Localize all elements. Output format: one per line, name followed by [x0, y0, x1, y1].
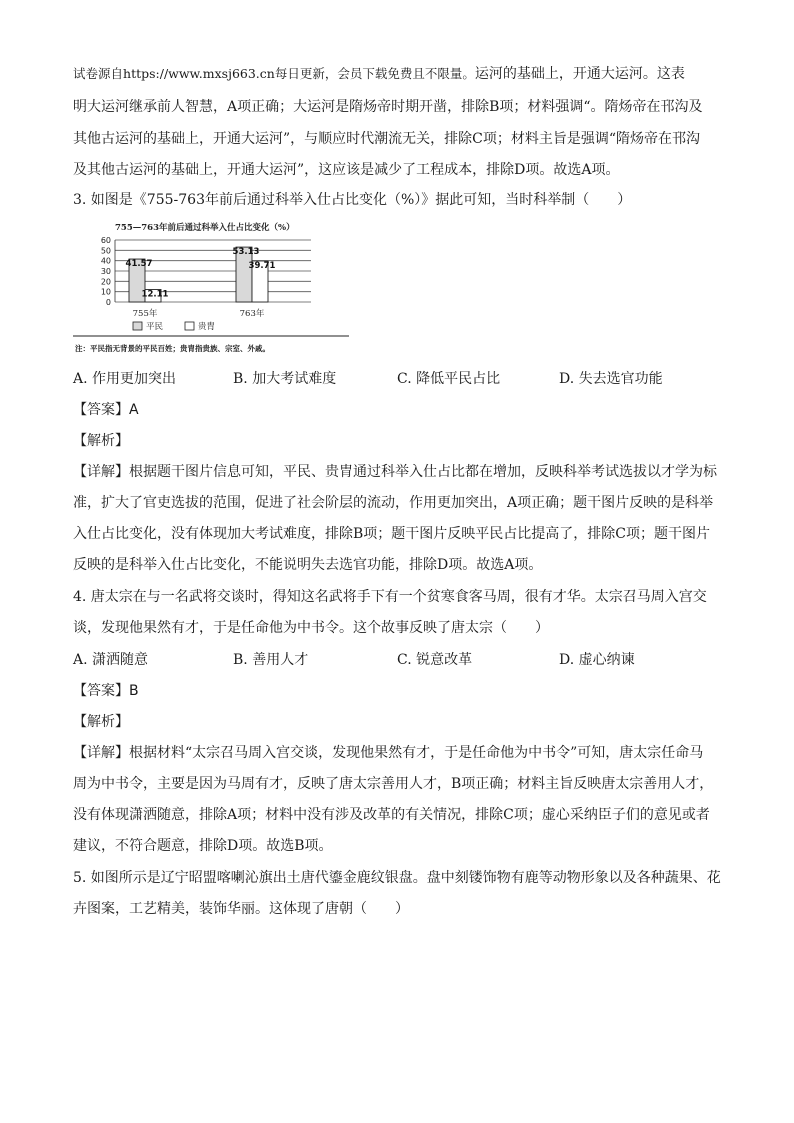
legend-swatch	[133, 322, 142, 330]
y-tick-label: 50	[100, 246, 111, 256]
q3-explanation-line: 入仕占比变化，没有体现加大考试难度，排除B项；题干图片反映平民占比提高了，排除C项；题干图片	[73, 526, 710, 542]
q3-stem: 3. 如图是《755-763年前后通过科举入仕占比变化（%）》据此可知，当时科举制（ ）	[73, 192, 632, 208]
source-url[interactable]: https://www.mxsj663.cn	[123, 66, 275, 81]
q3-option-a[interactable]: A. 作用更加突出	[73, 371, 177, 387]
q4-option-d[interactable]: D. 虚心纳谏	[559, 652, 635, 668]
y-tick-label: 20	[100, 277, 111, 287]
x-category-label: 763年	[239, 309, 265, 319]
bar-value-label: 12.11	[141, 289, 169, 300]
chart-note: 注：平民指无背景的平民百姓；贵胄指贵族、宗室、外戚。	[75, 344, 270, 353]
q4-answer: 【答案】B	[73, 683, 139, 699]
bar-value-label: 41.57	[125, 259, 153, 270]
legend-label: 平民	[146, 322, 164, 332]
q3-explanation-line: 反映的是科举入仕占比变化，不能说明失去选官功能，排除D项。故选A项。	[73, 557, 543, 573]
q4-analysis-label: 【解析】	[73, 714, 129, 730]
bar-value-label: 39.71	[248, 260, 276, 271]
q2-text-start: 运河的基础上，开通大运河。这表	[474, 66, 685, 82]
q3-explanation-line: 准，扩大了官吏选拔的范围，促进了社会阶层的流动，作用更加突出，A项正确；题干图片反映的是科举	[73, 495, 714, 511]
bar-value-label: 53.13	[232, 247, 260, 258]
q4-stem-line: 4. 唐太宗在与一名武将交谈时，得知这名武将手下有一个贫寒食客马周，很有才华。太宗召马周入宫交	[73, 589, 707, 605]
q4-explanation-line: 建议，不符合题意，排除D项。故选B项。	[73, 838, 333, 854]
legend-swatch	[185, 322, 194, 330]
y-tick-label: 30	[100, 267, 111, 276]
q3-options	[73, 369, 733, 389]
x-category-label: 755年	[132, 309, 158, 319]
q4-explanation-line: 周为中书令，主要是因为马周有才，反映了唐太宗善用人才，B项正确；材料主旨反映唐太宗善用人才，	[73, 776, 714, 792]
q4-explanation-line: 【详解】根据材料“太宗召马周入宫交谈，发现他果然有才，于是任命他为中书令”可知，唐太宗任命马	[73, 745, 704, 761]
q3-answer: 【答案】A	[73, 402, 139, 418]
q4-stem-line: 谈，发现他果然有才，于是任命他为中书令。这个故事反映了唐太宗（ ）	[73, 620, 549, 636]
y-tick-label: 40	[100, 256, 111, 266]
q4-options	[73, 650, 733, 670]
source-line	[73, 64, 723, 84]
q4-option-c[interactable]: C. 锐意改革	[397, 652, 473, 668]
y-tick-label: 60	[100, 236, 111, 245]
q3-option-d[interactable]: D. 失去选官功能	[559, 371, 663, 387]
q3-explanation-line: 【详解】根据题干图片信息可知，平民、贵胄通过科举入仕占比都在增加，反映科举考试选拔以才学为标	[73, 464, 717, 480]
q2-line: 其他古运河的基础上，开通大运河”，与顺应时代潮流无关，排除C项；材料主旨是强调“隋炀帝在邗沟	[73, 131, 701, 147]
q3-option-c[interactable]: C. 降低平民占比	[397, 371, 501, 387]
y-tick-label: 0	[105, 298, 111, 307]
q3-analysis-label: 【解析】	[73, 433, 129, 449]
legend-label: 贵胄	[198, 322, 216, 332]
source-note: 每日更新，会员下载免费且不限量。	[274, 66, 475, 81]
q4-option-b[interactable]: B. 善用人才	[233, 652, 309, 668]
source-label: 试卷源自	[73, 66, 124, 81]
q3-option-b[interactable]: B. 加大考试难度	[233, 371, 337, 387]
y-tick-label: 10	[100, 287, 111, 297]
chart-svg	[73, 218, 353, 358]
q5-stem-line: 5. 如图所示是辽宁昭盟喀喇沁旗出土唐代鎏金鹿纹银盘。盘中刻镂饰物有鹿等动物形象以及各种蔬果、花	[73, 870, 721, 886]
q2-line: 明大运河继承前人智慧，A项正确；大运河是隋炀帝时期开凿，排除B项；材料强调“。隋炀帝在邗沟及	[73, 99, 703, 115]
q5-stem-line: 卉图案，工艺精美，装饰华丽。这体现了唐朝（ ）	[73, 901, 409, 917]
q4-explanation-line: 没有体现潇洒随意，排除A项；材料中没有涉及改革的有关情况，排除C项；虚心采纳臣子们的意见或者	[73, 807, 710, 823]
chart-title: 755—763年前后通过科举入仕占比变化（%）	[115, 223, 295, 233]
q4-option-a[interactable]: A. 潇洒随意	[73, 652, 149, 668]
q2-line: 及其他古运河的基础上，开通大运河”，这应该是减少了工程成本，排除D项。故选A项。	[73, 162, 620, 178]
q3-bar-chart	[73, 218, 353, 358]
